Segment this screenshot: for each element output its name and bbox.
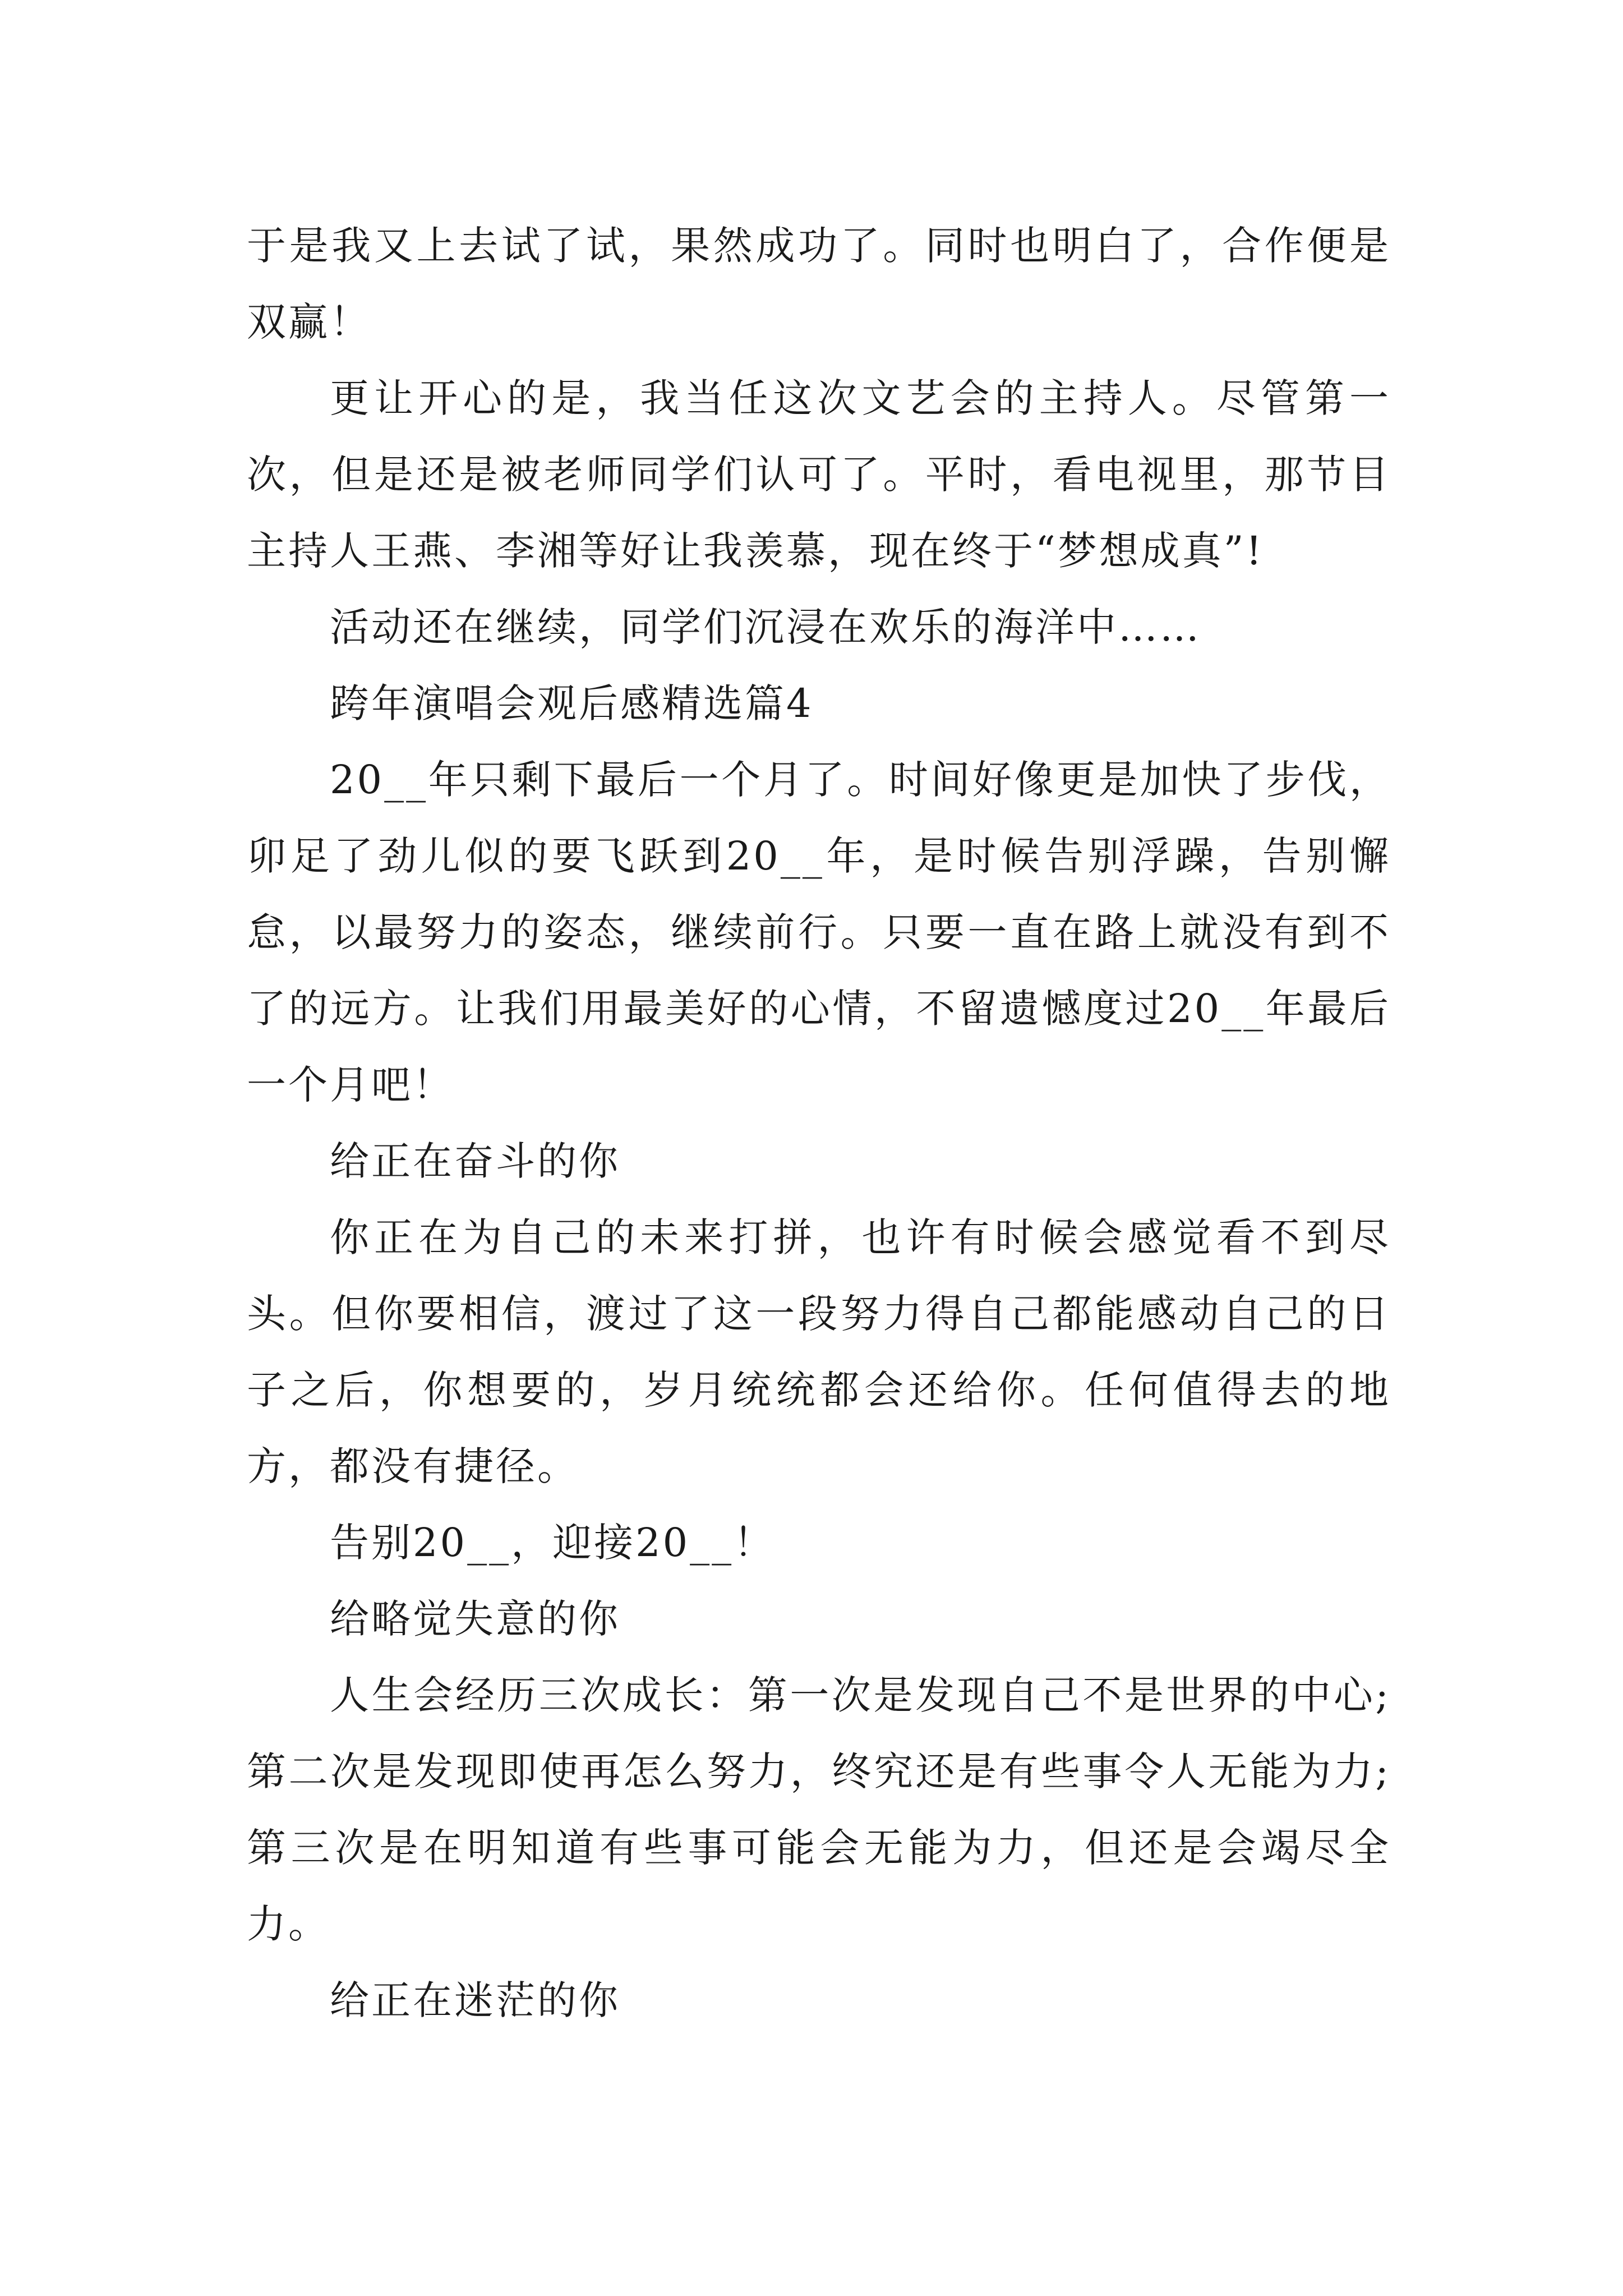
subheading-disappointed: 给略觉失意的你: [330, 1596, 620, 1642]
paragraph-striving: 你正在为自己的未来打拼，也许有时候会感觉看不到尽头。但你要相信，渡过了这一段努力得自己都能感动自己的日子之后，你想要的，岁月统统都会还给你。任何值得去的地方，都没有捷径。: [247, 1214, 1391, 1489]
paragraph-farewell: 告别20__，迎接20__！: [330, 1520, 776, 1566]
paragraph-last-month: 20__年只剩下最后一个月了。时间好像更是加快了步伐，卯足了劲儿似的要飞跃到20__年，是时候告别浮躁，告别懈怠，以最努力的姿态，继续前行。只要一直在路上就没有到不了的远方。让我们用最美好的心情，不留遗憾度过20__年最后一个月吧！: [247, 757, 1391, 1108]
subheading-confused: 给正在迷茫的你: [330, 1977, 620, 2023]
subheading-striving: 给正在奋斗的你: [330, 1138, 620, 1184]
section-heading: 跨年演唱会观后感精选篇4: [330, 680, 814, 726]
document-body: [247, 208, 1391, 2039]
paragraph-cooperation: 于是我又上去试了试，果然成功了。同时也明白了，合作便是双赢！: [247, 223, 1391, 345]
paragraph-activity: 活动还在继续，同学们沉浸在欢乐的海洋中……: [330, 604, 1201, 650]
paragraph-growth: 人生会经历三次成长：第一次是发现自己不是世界的中心;第二次是发现即使再怎么努力，终究还是有些事令人无能为力;第三次是在明知道有些事可能会无能为力，但还是会竭尽全力。: [247, 1672, 1391, 1947]
paragraph-host: 更让开心的是，我当任这次文艺会的主持人。尽管第一次，但是还是被老师同学们认可了。平时，看电视里，那节目主持人王燕、李湘等好让我羡慕，现在终于“梦想成真”!: [247, 375, 1391, 574]
